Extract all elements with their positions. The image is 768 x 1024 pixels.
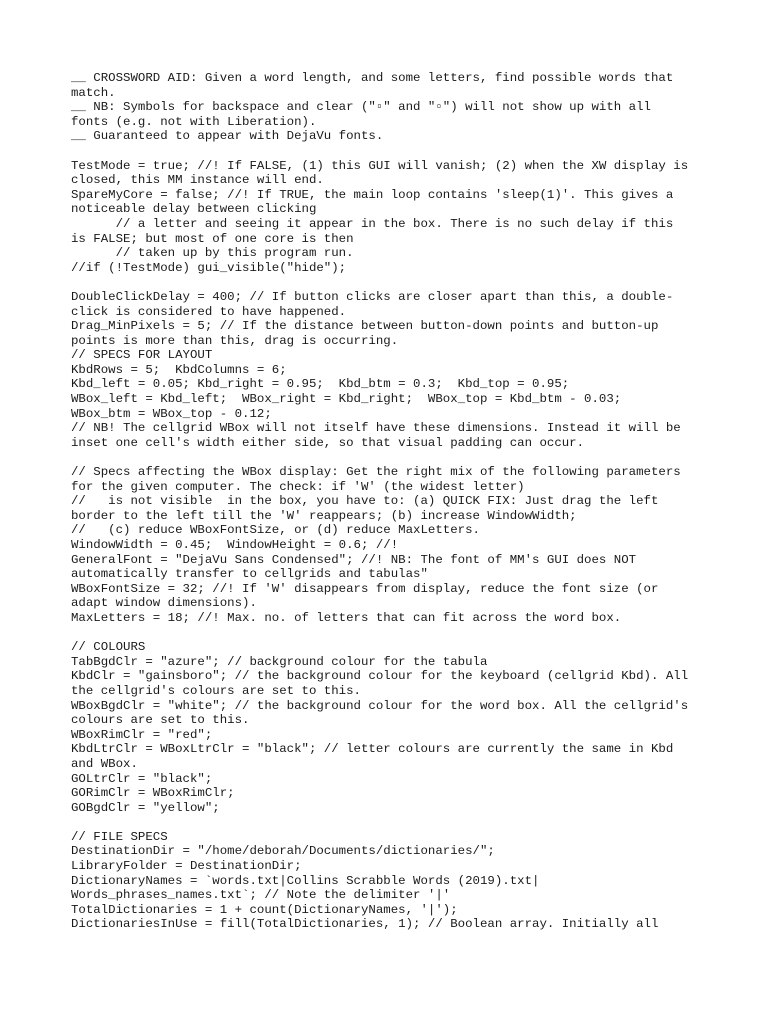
blank-line <box>71 815 711 830</box>
text-line: fonts (e.g. not with Liberation). <box>71 114 317 129</box>
text-line: // is not visible in the box, you have to: (a) QUICK FIX: Just drag the left <box>71 494 659 509</box>
text-line: colours are set to this. <box>71 713 250 728</box>
text-line: Words_phrases_names.txt`; // Note the delimiter '|' <box>71 888 451 903</box>
text-line: click is considered to have happened. <box>71 304 347 319</box>
text-line: border to the left till the 'W' reappears; (b) increase WindowWidth; <box>71 508 577 523</box>
text-line: and WBox. <box>71 756 138 771</box>
text-line: // FILE SPECS <box>71 829 168 844</box>
text-line: GeneralFont = "DejaVu Sans Condensed"; //! NB: The font of MM's GUI does NOT <box>71 552 637 567</box>
text-line: inset one cell's width either side, so that visual padding can occur. <box>71 435 585 450</box>
text-line: DestinationDir = "/home/deborah/Documents/dictionaries/"; <box>71 844 495 859</box>
text-line: KbdClr = "gainsboro"; // the background colour for the keyboard (cellgrid Kbd). All <box>71 669 689 684</box>
text-line: __ Guaranteed to appear with DejaVu fonts. <box>71 129 384 144</box>
text-line: is FALSE; but most of one core is then <box>71 231 354 246</box>
text-line: __ NB: Symbols for backspace and clear ("▫" and "▫") will not show up with all <box>71 100 651 115</box>
blank-line <box>71 450 711 465</box>
text-line: // COLOURS <box>71 640 146 655</box>
text-line: // (c) reduce WBoxFontSize, or (d) reduce MaxLetters. <box>71 523 480 538</box>
blank-line <box>71 144 711 159</box>
text-line: GORimClr = WBoxRimClr; <box>71 786 235 801</box>
text-line: KbdRows = 5; KbdColumns = 6; <box>71 362 287 377</box>
text-line: GOBgdClr = "yellow"; <box>71 800 220 815</box>
text-line: WBox_left = Kbd_left; WBox_right = Kbd_right; WBox_top = Kbd_btm - 0.03; <box>71 392 622 407</box>
text-line: TotalDictionaries = 1 + count(DictionaryNames, '|'); <box>71 902 458 917</box>
text-line: TestMode = true; //! If FALSE, (1) this GUI will vanish; (2) when the XW display is <box>71 158 689 173</box>
text-line: WBoxBgdClr = "white"; // the background colour for the word box. All the cellgrid's <box>71 698 689 713</box>
text-line: WBox_btm = WBox_top - 0.12; <box>71 406 272 421</box>
text-line: DictionariesInUse = fill(TotalDictionaries, 1); // Boolean array. Initially all <box>71 917 659 932</box>
text-line: WindowWidth = 0.45; WindowHeight = 0.6; //! <box>71 538 399 552</box>
text-line: MaxLetters = 18; //! Max. no. of letters that can fit across the word box. <box>71 610 622 625</box>
text-line: DictionaryNames = `words.txt|Collins Scrabble Words (2019).txt| <box>71 873 540 888</box>
text-line: WBoxFontSize = 32; //! If 'W' disappears from display, reduce the font size (or <box>71 581 659 596</box>
text-line: // Specs affecting the WBox display: Get the right mix of the following parameters <box>71 465 681 480</box>
text-line: points is more than this, drag is occurring. <box>71 333 399 348</box>
text-line: KbdLtrClr = WBoxLtrClr = "black"; // letter colours are currently the same in Kbd <box>71 742 674 757</box>
text-line: // NB! The cellgrid WBox will not itself have these dimensions. Instead it will be <box>71 421 681 436</box>
text-line: // taken up by this program run. <box>71 246 354 261</box>
text-line: match. <box>71 85 116 100</box>
text-line: WBoxRimClr = "red"; <box>71 727 213 742</box>
text-line: // a letter and seeing it appear in the box. There is no such delay if this <box>71 216 674 231</box>
text-line: closed, this MM instance will end. <box>71 173 324 188</box>
text-line: GOLtrClr = "black"; <box>71 771 213 786</box>
text-line: SpareMyCore = false; //! If TRUE, the main loop contains 'sleep(1)'. This gives a <box>71 187 674 202</box>
text-line: noticeable delay between clicking <box>71 202 317 217</box>
text-line: LibraryFolder = DestinationDir; <box>71 859 302 874</box>
text-line: // SPECS FOR LAYOUT <box>71 348 213 363</box>
text-line: Kbd_left = 0.05; Kbd_right = 0.95; Kbd_btm = 0.3; Kbd_top = 0.95; <box>71 377 570 392</box>
blank-line <box>71 626 711 641</box>
text-line: __ CROSSWORD AID: Given a word length, and some letters, find possible words that <box>71 71 674 85</box>
document-page <box>71 71 711 932</box>
text-line: automatically transfer to cellgrids and tabulas" <box>71 567 428 582</box>
text-line: adapt window dimensions). <box>71 596 257 611</box>
text-line: //if (!TestMode) gui_visible("hide"); <box>71 260 347 275</box>
text-line: the cellgrid's colours are set to this. <box>71 683 361 698</box>
text-line: Drag_MinPixels = 5; // If the distance between button-down points and button-up <box>71 319 659 334</box>
text-line: TabBgdClr = "azure"; // background colour for the tabula <box>71 654 488 669</box>
text-line: DoubleClickDelay = 400; // If button clicks are closer apart than this, a double- <box>71 289 674 304</box>
blank-line <box>71 275 711 290</box>
text-line: for the given computer. The check: if 'W' (the widest letter) <box>71 479 525 494</box>
